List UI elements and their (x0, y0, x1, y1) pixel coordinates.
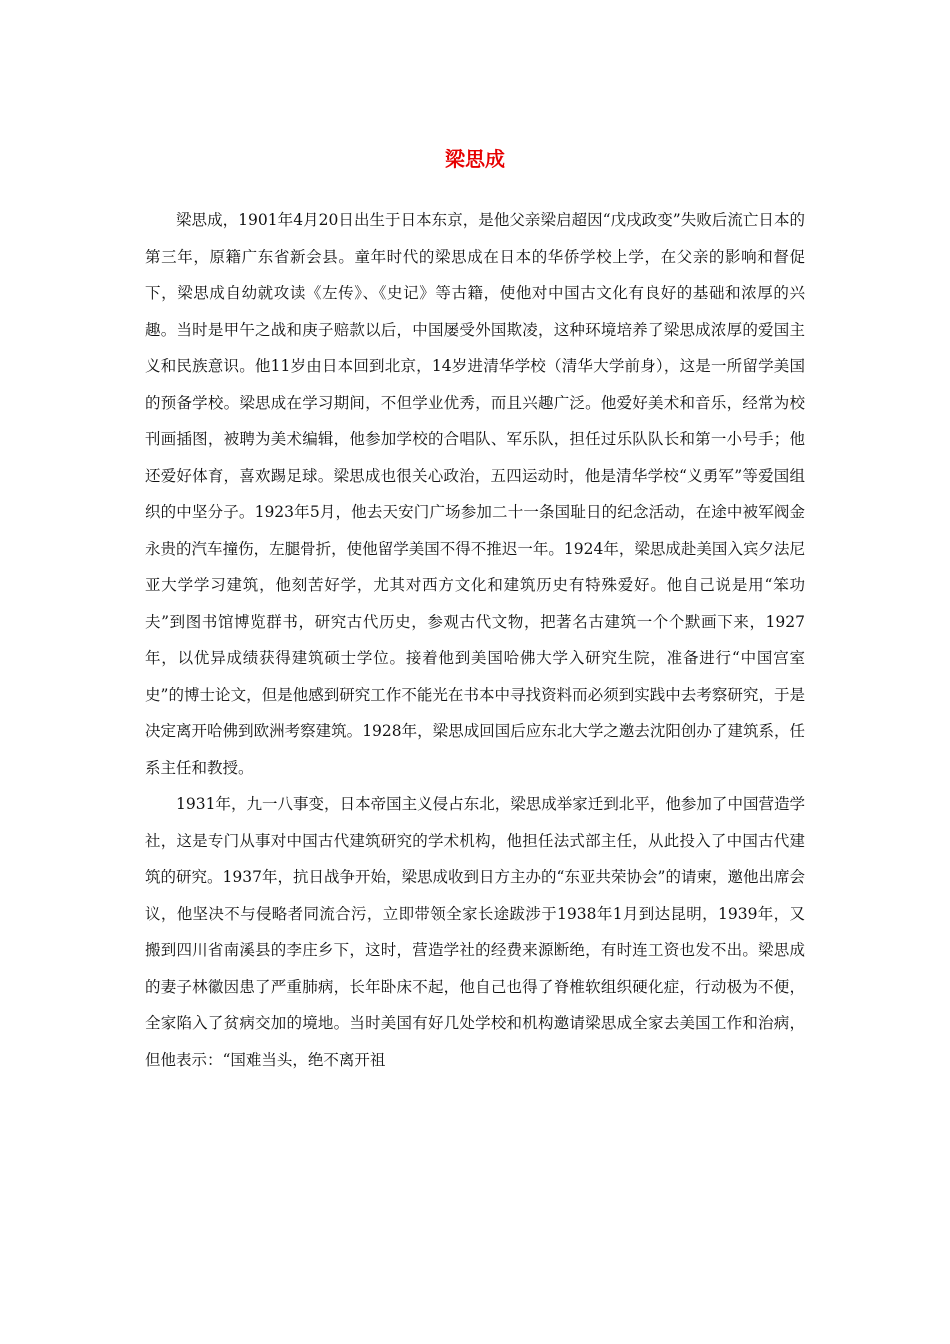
document-title: 梁思成 (445, 147, 505, 171)
document-body (145, 202, 805, 1078)
paragraph-2: 1931年，九一八事变，日本帝国主义侵占东北，梁思成举家迁到北平，他参加了中国营造学社，这是专门从事对中国古代建筑研究的学术机构，他担任法式部主任，从此投入了中国古代建筑的研究。1937年，抗日战争开始，梁思成收到日方主办的“东亚共荣协会”的请柬，邀他出席会议，他坚决不与侵略者同流合污，立即带领全家长途跋涉于1938年1月到达昆明，1939年，又搬到四川省南溪县的李庄乡下，这时，营造学社的经费来源断绝，有时连工资也发不出。梁思成的妻子林徽因患了严重肺病，长年卧床不起，他自己也得了脊椎软组织硬化症，行动极为不便，全家陷入了贫病交加的境地。当时美国有好几处学校和机构邀请梁思成全家去美国工作和治病，但他表示：“国难当头，绝不离开祖 (145, 795, 805, 1069)
paragraph-1: 梁思成，1901年4月20日出生于日本东京，是他父亲梁启超因“戊戌政变”失败后流亡日本的第三年，原籍广东省新会县。童年时代的梁思成在日本的华侨学校上学，在父亲的影响和督促下，梁思成自幼就攻读《左传》、《史记》等古籍，使他对中国古文化有良好的基础和浓厚的兴趣。当时是甲午之战和庚子赔款以后，中国屡受外国欺凌，这种环境培养了梁思成浓厚的爱国主义和民族意识。他11岁由日本回到北京，14岁进清华学校（清华大学前身），这是一所留学美国的预备学校。梁思成在学习期间，不但学业优秀，而且兴趣广泛。他爱好美术和音乐，经常为校刊画插图，被聘为美术编辑，他参加学校的合唱队、军乐队，担任过乐队队长和第一小号手；他还爱好体育，喜欢踢足球。梁思成也很关心政治，五四运动时，他是清华学校“义勇军”等爱国组织的中坚分子。1923年5月，他去天安门广场参加二十一条国耻日的纪念活动，在途中被军阀金永贵的汽车撞伤，左腿骨折，使他留学美国不得不推迟一年。1924年，梁思成赴美国入宾夕法尼亚大学学习建筑，他刻苦好学，尤其对西方文化和建筑历史有特殊爱好。他自己说是用“笨功夫”到图书馆博览群书，研究古代历史，参观古代文物，把著名古建筑一个个默画下来，1927年，以优异成绩获得建筑硕士学位。接着他到美国哈佛大学入研究生院，准备进行“中国宫室史”的博士论文，但是他感到研究工作不能光在书本中寻找资料而必须到实践中去考察研究，于是决定离开哈佛到欧洲考察建筑。1928年，梁思成回国后应东北大学之邀去沈阳创办了建筑系，任系主任和教授。 (145, 211, 805, 777)
